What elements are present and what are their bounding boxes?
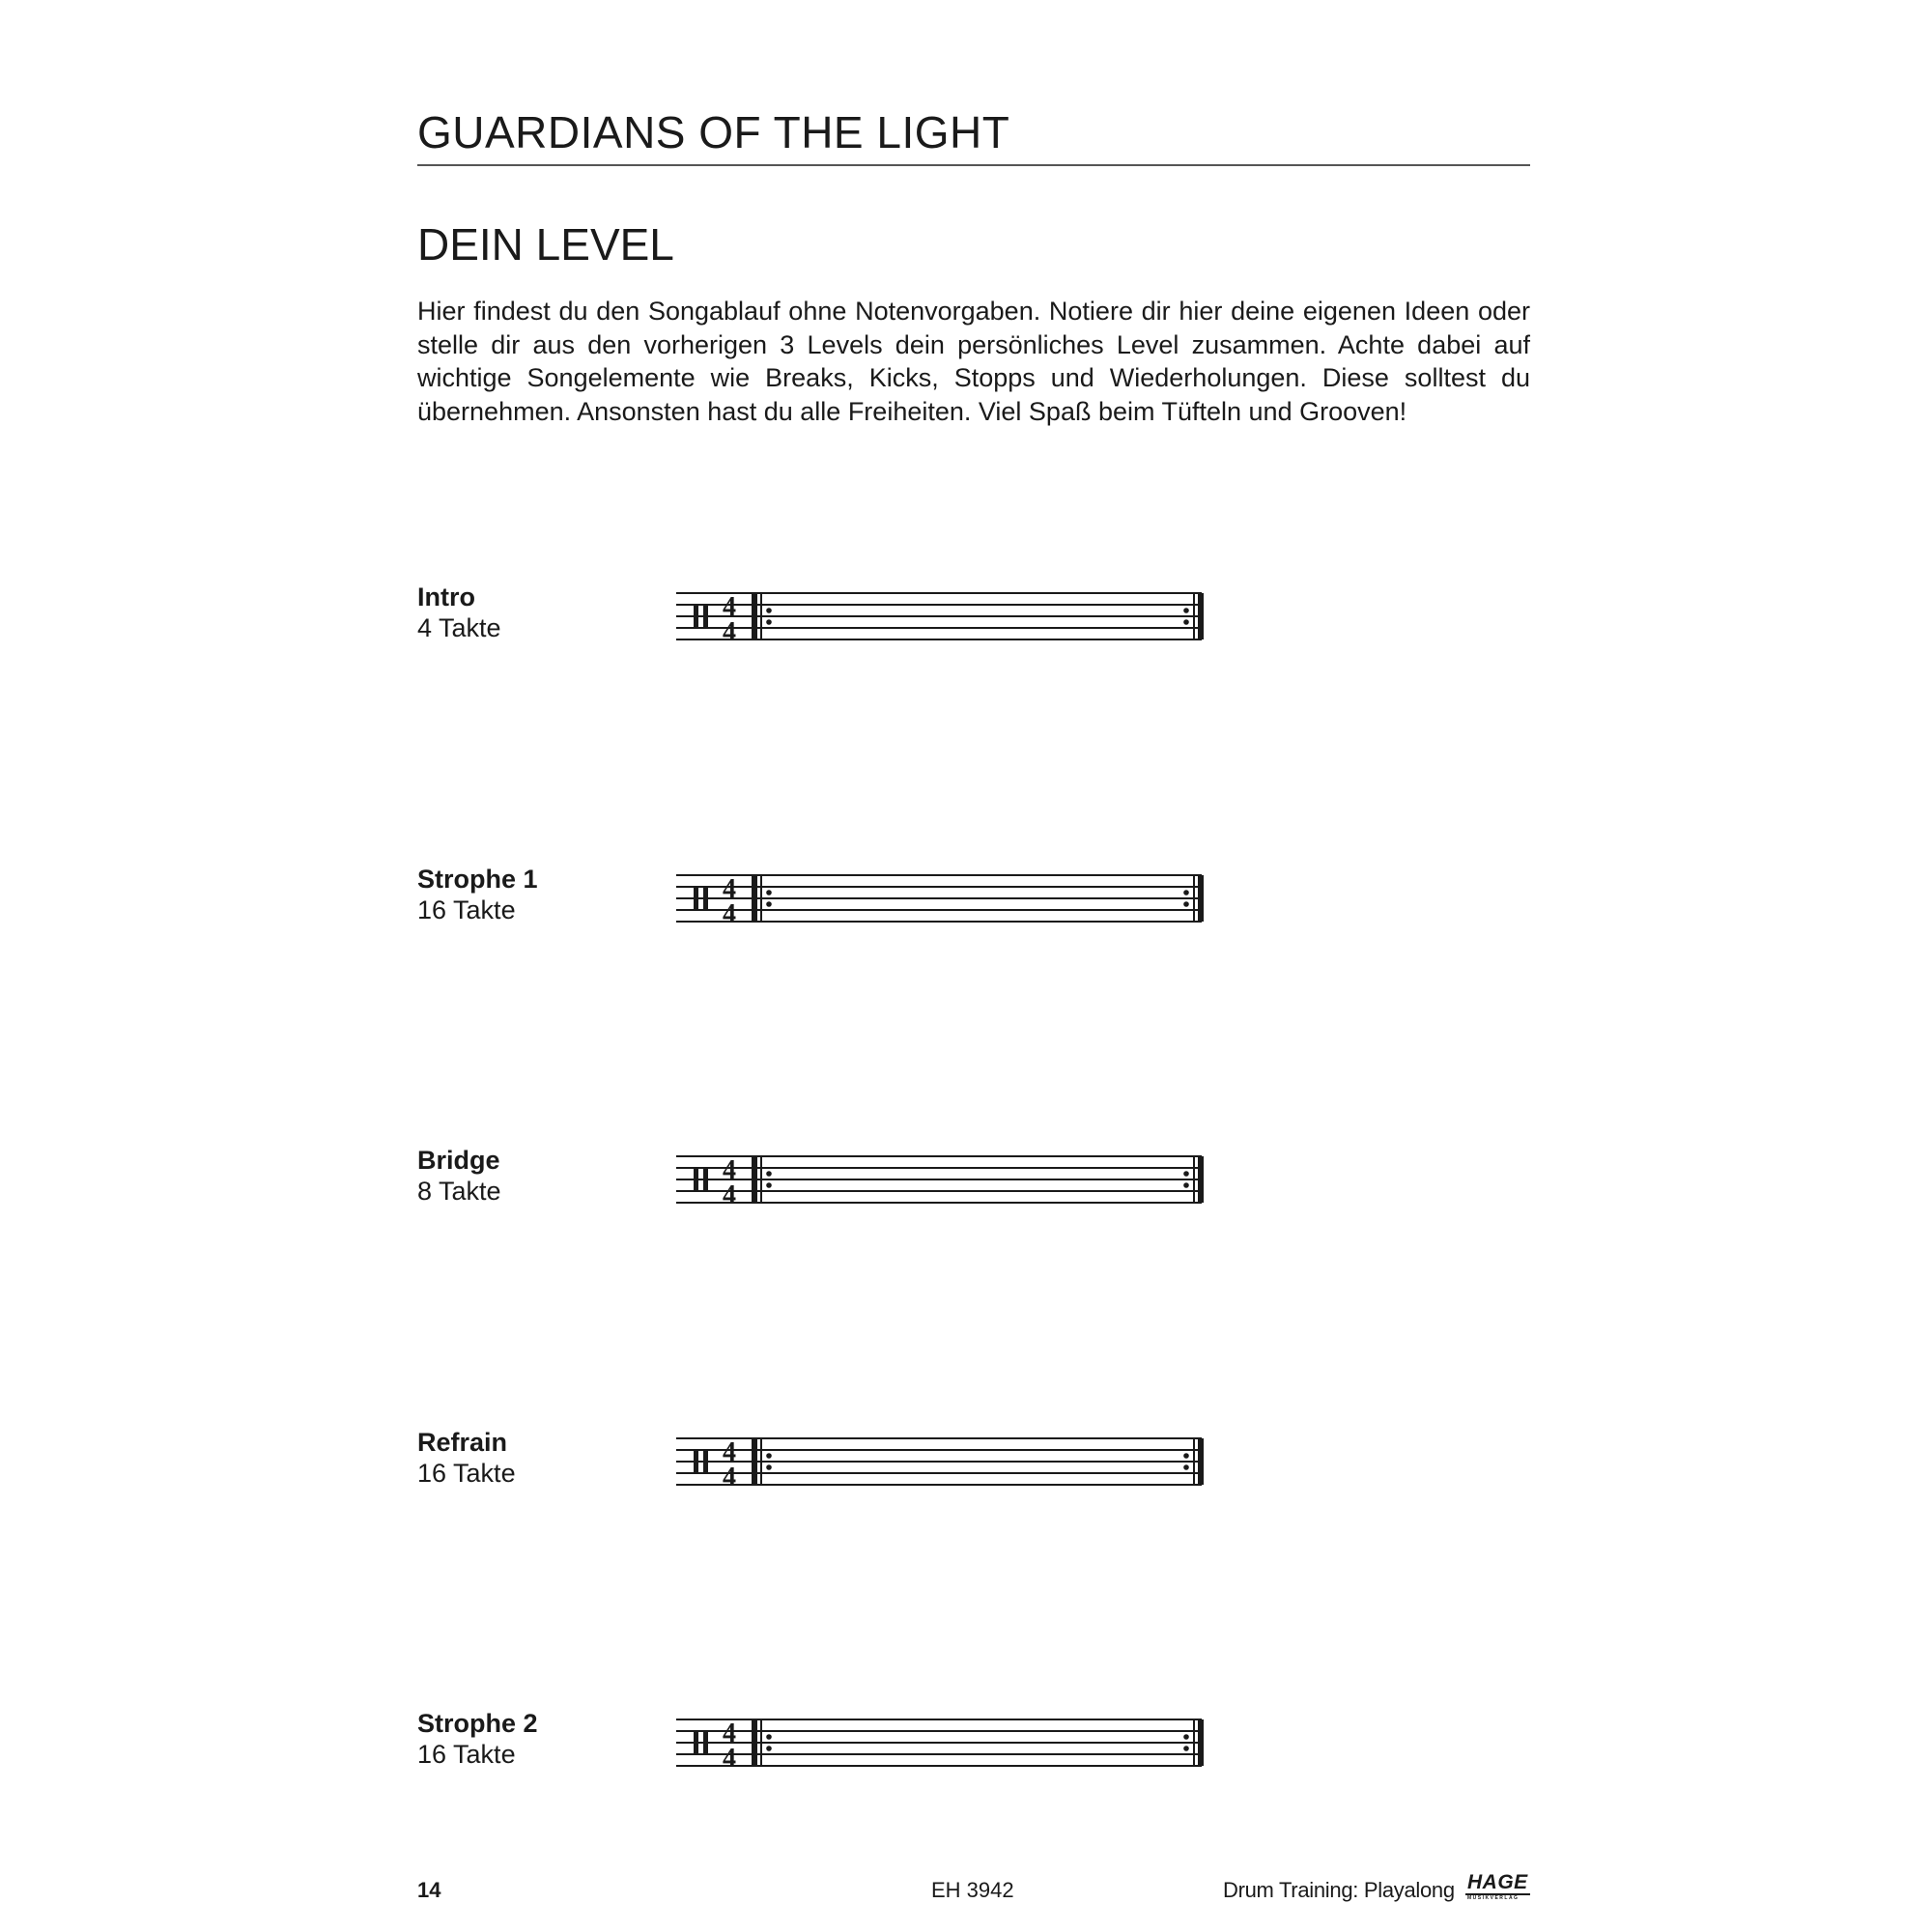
time-signature-numerator: 4 — [723, 1437, 736, 1467]
publisher-logo — [1462, 1872, 1531, 1901]
empty-drum-staff — [676, 1435, 1236, 1492]
empty-drum-staff — [676, 1716, 1236, 1774]
song-section-intro — [417, 582, 1530, 659]
section-name: Strophe 2 — [417, 1709, 538, 1738]
title-underline — [417, 164, 1530, 166]
time-signature-denominator: 4 — [723, 899, 736, 929]
empty-drum-staff — [676, 589, 1236, 647]
section-bar-count: 4 Takte — [417, 613, 501, 642]
empty-drum-staff — [676, 1152, 1236, 1210]
publisher-logo-word: HAGE — [1467, 1871, 1528, 1893]
song-section-bridge — [417, 1145, 1530, 1222]
song-section-strophe-2 — [417, 1708, 1530, 1785]
section-name: Refrain — [417, 1428, 508, 1457]
section-name: Intro — [417, 582, 475, 611]
time-signature-denominator: 4 — [723, 617, 736, 647]
publisher-logo-sub: MUSIKVERLAG — [1467, 1895, 1520, 1901]
time-signature-numerator: 4 — [723, 874, 736, 904]
time-signature-numerator: 4 — [723, 592, 736, 622]
series-title: Drum Training: Playalong — [1223, 1878, 1455, 1902]
page-number: 14 — [417, 1878, 441, 1902]
time-signature-denominator: 4 — [723, 1463, 736, 1492]
time-signature-denominator: 4 — [723, 1744, 736, 1774]
section-bar-count: 16 Takte — [417, 1459, 516, 1488]
section-bar-count: 16 Takte — [417, 895, 516, 924]
time-signature-denominator: 4 — [723, 1180, 736, 1210]
section-bar-count: 8 Takte — [417, 1177, 501, 1206]
time-signature-numerator: 4 — [723, 1719, 736, 1748]
song-section-strophe-1 — [417, 864, 1530, 941]
empty-drum-staff — [676, 871, 1236, 929]
section-heading: DEIN LEVEL — [417, 219, 674, 270]
intro-paragraph: Hier findest du den Songablauf ohne Notenvorgaben. Notiere dir hier deine eigenen Ideen oder stelle dir aus den vorherigen 3 Levels dein persönliches Level zusammen. Achte dabei auf wichtige Songelemente wie Breaks, Kicks, Stopps und Wiederholungen. Diese solltest du übernehmen. Ansonsten hast du alle Freiheiten. Viel Spaß beim Tüfteln und Grooven! — [417, 297, 1530, 426]
section-bar-count: 16 Takte — [417, 1740, 516, 1769]
section-name: Strophe 1 — [417, 865, 538, 894]
song-section-refrain — [417, 1427, 1530, 1504]
catalog-number: EH 3942 — [931, 1878, 1014, 1902]
section-name: Bridge — [417, 1146, 500, 1175]
time-signature-numerator: 4 — [723, 1155, 736, 1185]
page-title: GUARDIANS OF THE LIGHT — [417, 107, 1010, 157]
